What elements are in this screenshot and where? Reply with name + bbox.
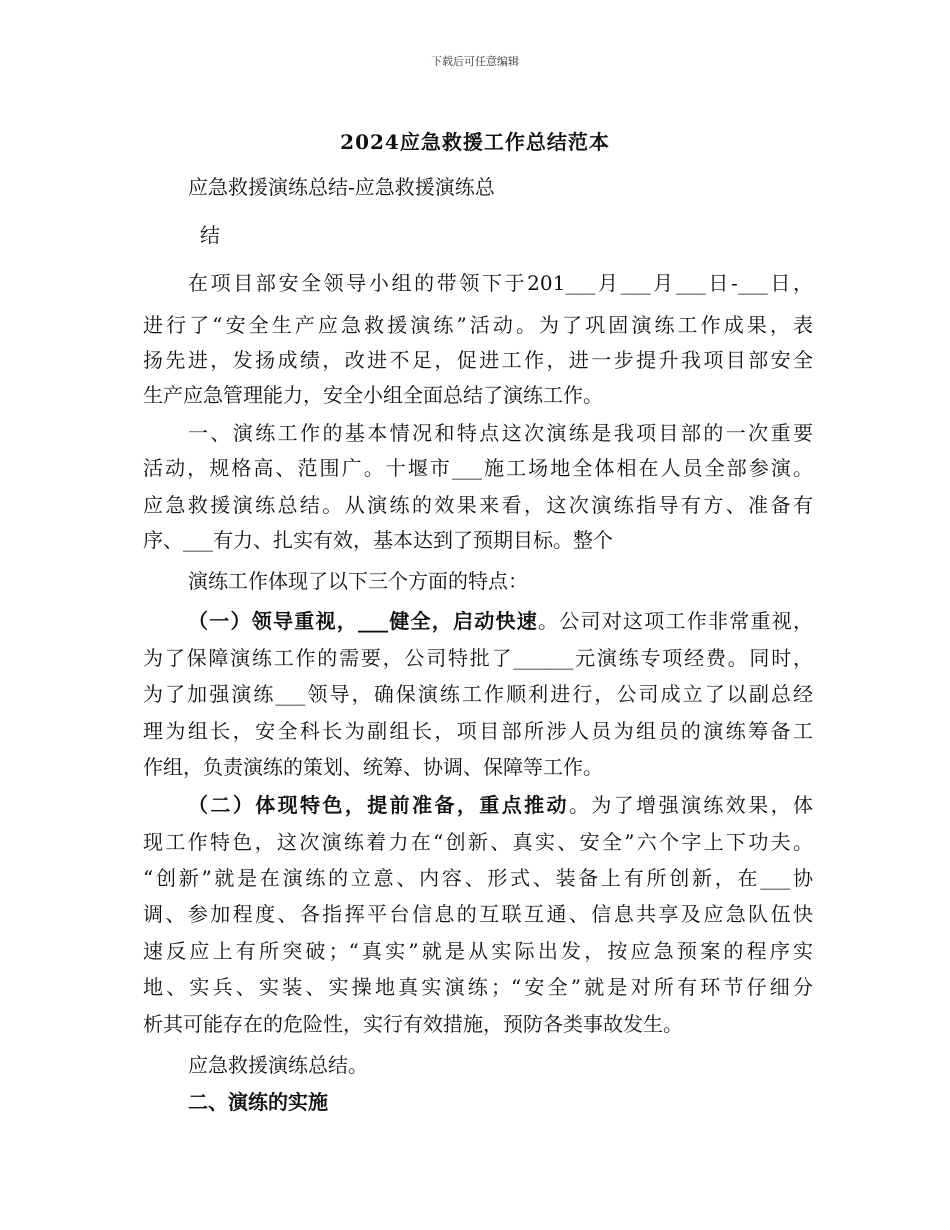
body-line — [143, 972, 813, 1002]
body-line — [143, 899, 813, 929]
line-text: 理为组长，安全科长为副组长，项目部所涉人员为组员的演练筹备工 — [143, 719, 813, 743]
line-text: 在项目部安全领导小组的带领下于201___月___月___日-___日， — [188, 271, 813, 295]
line-text: 现工作特色，这次演练着力在“创新、真实、安全”六个字上下功夫。 — [143, 830, 813, 854]
line-text: 。为了增强演练效果，体 — [568, 793, 814, 817]
body-line — [143, 827, 813, 857]
line-text: 作组，负责演练的策划、统筹、协调、保障等工作。 — [143, 755, 603, 779]
body-line — [143, 716, 813, 746]
body-line — [188, 1050, 813, 1080]
body-line — [188, 566, 813, 596]
line-text: “创新”就是在演练的立意、内容、形式、装备上有所创新，在___协 — [143, 866, 813, 890]
body-line — [143, 310, 813, 340]
line-text: 为了保障演练工作的需要，公司特批了______元演练专项经费。同时， — [143, 646, 813, 670]
body-line — [188, 1087, 813, 1117]
line-text: 扬先进，发扬成绩，改进不足，促进工作，进一步提升我项目部安全 — [143, 348, 813, 372]
page-header: 下载后可任意编辑 — [431, 55, 519, 68]
body-line — [143, 345, 813, 375]
body-line — [188, 268, 813, 298]
bold-heading: 二、演练的实施 — [188, 1090, 328, 1114]
body-line — [200, 220, 813, 250]
line-text: 一、演练工作的基本情况和特点这次演练是我项目部的一次重要 — [188, 421, 813, 445]
body-line — [143, 679, 813, 709]
body-line — [143, 936, 813, 966]
line-text: 演练工作体现了以下三个方面的特点： — [188, 569, 528, 593]
body-line — [143, 643, 813, 673]
body-line — [143, 490, 813, 520]
body-line — [143, 380, 813, 410]
line-text: 调、参加程度、各指挥平台信息的互联互通、信息共享及应急队伍快 — [143, 902, 813, 926]
line-text: 应急救援演练总结-应急救援演练总 — [188, 175, 495, 199]
line-text: 。公司对这项工作非常重视， — [538, 609, 813, 633]
line-text: 为了加强演练___领导，确保演练工作顺利进行，公司成立了以副总经 — [143, 682, 813, 706]
line-text: 序、___有力、扎实有效，基本达到了预期目标。整个 — [143, 528, 613, 552]
line-text: 进行了“安全生产应急救援演练”活动。为了巩固演练工作成果，表 — [143, 313, 813, 337]
bold-heading: （二）体现特色，提前准备，重点推动 — [188, 793, 569, 817]
line-text: 活动，规格高、范围广。十堰市___施工场地全体相在人员全部参演。 — [143, 456, 813, 480]
body-line — [188, 418, 813, 448]
line-text: 析其可能存在的危险性，实行有效措施，预防各类事故发生。 — [143, 1012, 683, 1036]
line-text: 生产应急管理能力，安全小组全面总结了演练工作。 — [143, 383, 603, 407]
body-line — [188, 790, 813, 820]
line-text: 应急救援演练总结。 — [188, 1053, 368, 1077]
document-title: 2024应急救援工作总结范本 — [340, 130, 610, 154]
body-line — [143, 1009, 813, 1039]
bold-heading: （一）领导重视，___健全，启动快速 — [188, 609, 538, 633]
body-line — [143, 863, 813, 893]
line-text: 应急救援演练总结。从演练的效果来看，这次演练指导有方、准备有 — [143, 493, 813, 517]
line-text: 速反应上有所突破；“真实”就是从实际出发，按应急预案的程序实 — [143, 939, 813, 963]
body-line — [188, 172, 813, 202]
body-line — [143, 525, 813, 555]
line-text: 地、实兵、实装、实操地真实演练；“安全”就是对所有环节仔细分 — [143, 975, 813, 999]
body-line — [143, 453, 813, 483]
line-text: 结 — [200, 223, 220, 247]
body-line — [188, 606, 813, 636]
body-line — [143, 752, 813, 782]
